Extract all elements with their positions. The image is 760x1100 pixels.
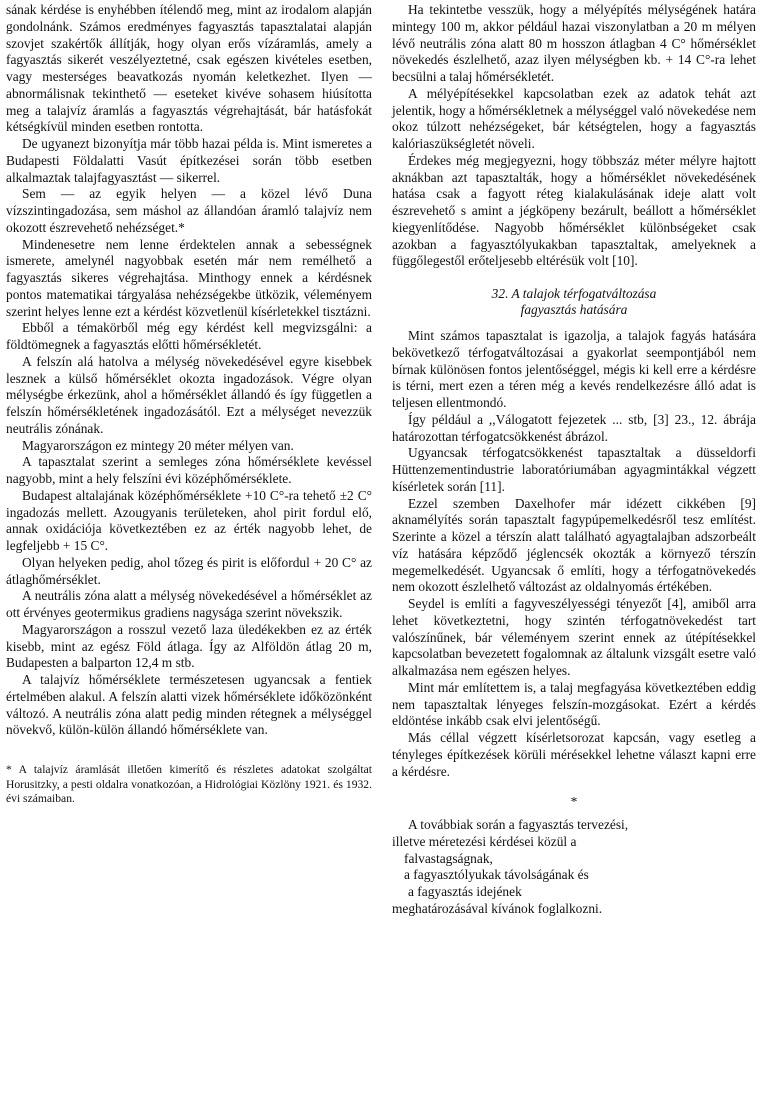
closing-line: meghatározásával kívánok foglalkozni.	[392, 900, 603, 916]
footnote	[6, 763, 372, 807]
paragraph: A felszín alá hatolva a mélység növekedésével egyre kisebbek lesznek a külső hőmérséklet okozta ingadozások. Végre olyan mélységbe érkezünk, ahol a hőmérséklet állandó és így független a felszín hőmérsékletének ingadozásától. Ezt a mélységet nevezzük neutrális zónának.	[6, 353, 372, 436]
paragraph: sának kérdése is enyhébben ítélendő meg, mint az irodalom alapján gondolnánk. Számos eredményes fagyasztás tapasztalatai alapján szovjet szakértők állítják, hogy olyan erős vízáramlás, amely a fagyasztás sikerét veszélyeztetné, csak egészen kivételes esetben, vagy mesterséges beavatkozás nyomán keletkezhet. Ilyen — abnormálisnak tekinthető — eseteket kivéve sohasem hiúsította meg a talajvíz áramlás a fagyasztás végrehajtását, bár hatásfokát kétségkívül minden esetben rontotta.	[6, 2, 372, 135]
paragraph: Ezzel szemben Daxelhofer már idézett cikkében [9] aknamélyítés során tapasztalt fagypúpemelkedésről tesz említést. Szerinte a közel a térszín alatt található agyagtalajban adszorbeált víz hatására képződő jéglencsék okozták a környező térszín megemelkedését. Ugyancsak ő említi, hogy a térfogatnövekedés nem okozott észlelhető változást az oldalnyomás értékében.	[392, 495, 756, 595]
closing-item: a fagyasztás idejének	[408, 884, 522, 899]
paragraph: Budapest altalajának középhőmérséklete +10 C°-ra tehető ±2 C° ingadozás mellett. Azougyanis területeken, ahol pirit fordul elő, annak oxidációja következtében ez az érték nagyobb lehet, de legfeljebb + 15 C°.	[6, 487, 372, 553]
closing-item: a fagyasztólyukak távolságának és	[404, 867, 589, 883]
paragraph: Ha tekintetbe vesszük, hogy a mélyépítés mélységének határa mintegy 100 m, akkor például hazai viszonylatban a 20 m mélyen lévő neutrális zóna alatt 80 m hosszon átlagban 4 C° hőmérséklet növekedés észlelhető, azaz ilyen mélységben kb. + 14 C°-ra lehet becsülni a talaj hőmérsékletét.	[392, 2, 756, 84]
section-heading-line: fagyasztás hatására	[520, 302, 628, 317]
closing-line: illetve méretezési kérdései közül a	[392, 833, 577, 849]
paragraph: Mint számos tapasztalat is igazolja, a talajok fagyás hatására bekövetkező térfogatváltozásai a gyakorlat seempontjából nem bírnak különösen fontos jelentőséggel, mégis ki kell erre a kérdésre is térni, mert ezen a téren még a kevés rendelkezésre álló adat is teljesen ellentmondó.	[392, 328, 756, 410]
paragraph: Így például a ,,Válogatott fejezetek ... stb, [3] 23., 12. ábrája határozottan térfogatcsökkenést ábrázol.	[392, 411, 756, 444]
closing-list	[392, 817, 756, 918]
paragraph: Mint már említettem is, a talaj megfagyása következtében eddig nem tapasztaltak lényeges felszín-mozgásokat. Ezért a kérdés eldöntése inkább csak elvi jelentőségű.	[392, 679, 756, 729]
section-separator: *	[570, 794, 578, 810]
paragraph: Seydel is említi a fagyveszélyességi tényezőt [4], amiből arra lehet következtetni, hogy szintén térfogatnövekedést tart valószínűnek, bár véleményem szerint ennek az útépítésekkel kapcsolatban bevezetett fogalomnak az általunk vizsgált esetre való alkalmazása nem egészen helyes.	[392, 596, 756, 678]
paragraph: Ugyancsak térfogatcsökkenést tapasztaltak a düsseldorfi Hüttenzementindustrie laboratóriumában agyagmintákkal végzett kísérletek során [11].	[392, 445, 756, 494]
closing-item: falvastagságnak,	[404, 850, 493, 866]
section-heading	[392, 286, 756, 318]
right-column	[392, 2, 756, 918]
paragraph: A mélyépítésekkel kapcsolatban ezek az adatok tehát azt jelentik, hogy a hőmérsékletnek a mélységgel való növekedése nem okoz túlzott nehézségeket, bár kétségtelen, hogy a fagyasztás kalóriaszükségletét növeli.	[392, 85, 756, 151]
left-column	[6, 2, 372, 807]
footnote-text: * A talajvíz áramlását illetően kimerítő és részletes adatokat szolgáltat Horusitzky, a pesti oldalra vonatkozóan, a Hidrológiai Közlöny 1921. és 1932. évi számaiban.	[6, 763, 372, 805]
paragraph: Más céllal végzett kísérletsorozat kapcsán, vagy esetleg a tényleges építkezések körüli mérésekkel lehetne választ kapni erre a kérdésre.	[392, 730, 756, 779]
paragraph: A talajvíz hőmérséklete természetesen ugyancsak a fentiek értelmében alakul. A felszín alatti vizek hőmérséklete időközönként változó. A neutrális zóna alatt pedig minden rétegnek a mélységgel növekvő, külön-külön állandó hőmérséklete van.	[6, 672, 372, 738]
paragraph: A neutrális zóna alatt a mélység növekedésével a hőmérséklet az ott érvényes geotermikus gradiens nagysága szerint növekszik.	[6, 588, 372, 620]
paragraph: Ebből a témakörből még egy kérdést kell megvizsgálni: a földtömegnek a fagyasztás előtti hőmérsékletét.	[6, 320, 372, 352]
paragraph: A tapasztalat szerint a semleges zóna hőmérséklete kevéssel nagyobb, mint a hely felszíni évi középhőmérséklete.	[6, 454, 372, 486]
paragraph: Sem — az egyik helyen — a közel lévő Duna vízszintingadozása, sem máshol az állandóan áramló talajvíz nem okozott észrevehető nehézséget.*	[6, 186, 372, 235]
paragraph: De ugyanezt bizonyítja már több hazai példa is. Mint ismeretes a Budapesti Földalatti Vasút építkezései során több esetben alkalmaztak talajfagyasztást — sikerrel.	[6, 136, 372, 185]
paragraph: Mindenesetre nem lenne érdektelen annak a sebességnek ismerete, amelynél nagyobbak esetén már nem remélhető a fagyasztás sikeres végrehajtása. Minthogy ennek a kérdésnek pontos matematikai tárgyalása nehézségekbe ütközik, véleményem szerint helyes lenne ezt a kérdést közvetlenül kísérletekkel tisztázni.	[6, 236, 372, 319]
paragraph: Magyarországon a rosszul vezető laza üledékekben ez az érték kisebb, mint az egész Föld átlaga. Így az Alföldön átlag 20 m, Budapesten a balparton 12,4 m stb.	[6, 621, 372, 671]
paragraph: Érdekes még megjegyezni, hogy többszáz méter mélyre hajtott aknákban azt tapasztalták, hogy a hőmérséklet növekedésének hatása csak a fagyott réteg kialakulásának ideje alatt volt észrevehető s amint a jégköpeny bezárult, beállott a hőmérséklet kiegyenlítődése. Nagyobb hőmérséklet különbségeket csak azokban a fagyasztólyukakban tapasztaltak, amelyeknek a függőlegestől erőteljesebb eltérésük volt [10].	[392, 152, 756, 269]
section-heading-line: 32. A talajok térfogatváltozása	[491, 286, 657, 301]
paragraph: Magyarországon ez mintegy 20 méter mélyen van.	[22, 437, 294, 453]
closing-line: A továbbiak során a fagyasztás tervezési,	[408, 817, 629, 832]
paragraph: Olyan helyeken pedig, ahol tőzeg és pirit is előfordul + 20 C° az átlaghőmérséklet.	[6, 554, 372, 587]
